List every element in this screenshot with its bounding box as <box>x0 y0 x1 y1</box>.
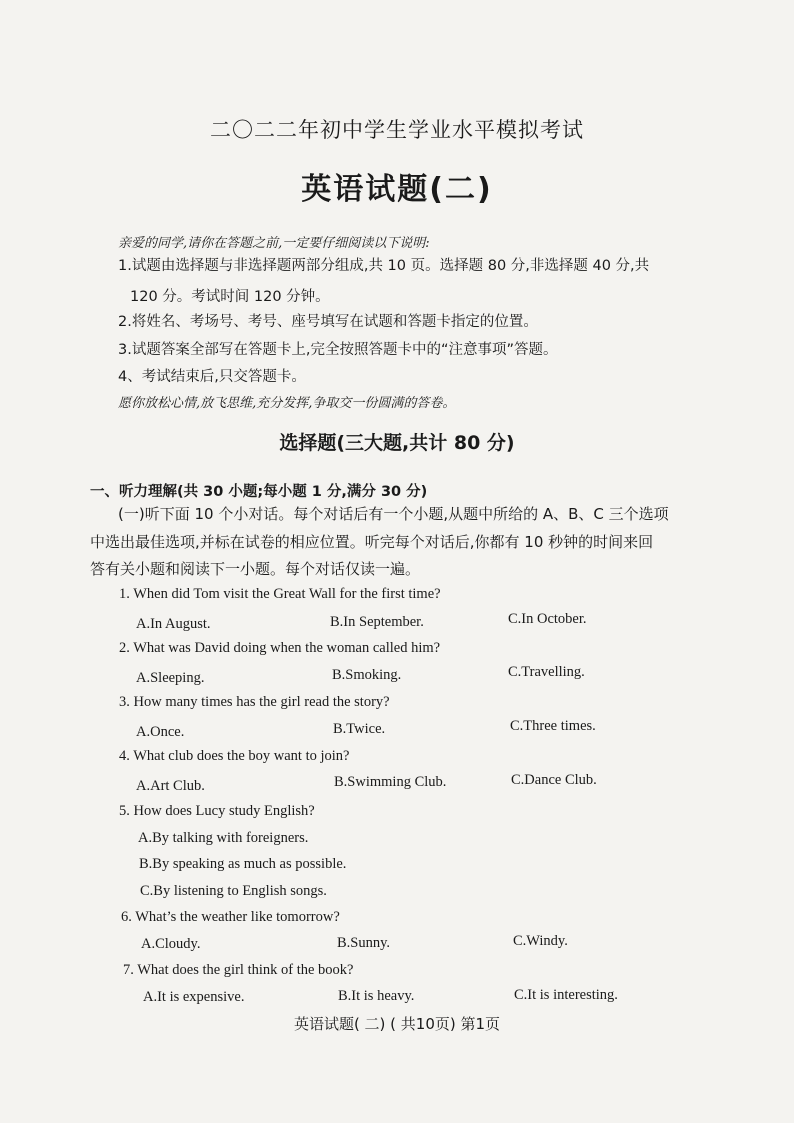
question-6: 6. What’s the weather like tomorrow? <box>121 909 340 925</box>
directions-line-1: (一)听下面 10 个小对话。每个对话后有一个小题,从题中所给的 A、B、C 三个选项 <box>118 505 669 523</box>
instructions-closing: 愿你放松心情,放飞思维,充分发挥,争取交一份圆满的答卷。 <box>118 396 456 411</box>
q1-option-a: A.In August. <box>136 616 211 632</box>
question-2: 2. What was David doing when the woman called him? <box>119 640 441 656</box>
q4-option-a: A.Art Club. <box>136 778 205 794</box>
q3-option-a: A.Once. <box>136 724 185 740</box>
q6-option-a: A.Cloudy. <box>141 936 201 952</box>
q5-option-a: A.By talking with foreigners. <box>138 830 309 846</box>
q2-option-a: A.Sleeping. <box>136 670 205 686</box>
q4-option-b: B.Swimming Club. <box>334 774 447 790</box>
q7-option-a: A.It is expensive. <box>143 989 245 1005</box>
question-1: 1. When did Tom visit the Great Wall for the first time? <box>119 586 441 602</box>
instructions-greeting: 亲爱的同学,请你在答题之前,一定要仔细阅读以下说明: <box>118 236 430 251</box>
q2-option-c: C.Travelling. <box>508 664 585 680</box>
exam-title: 二〇二二年初中学生学业水平模拟考试 <box>210 118 584 142</box>
instruction-item-2: 2.将姓名、考场号、考号、座号填写在试题和答题卡指定的位置。 <box>118 314 538 330</box>
q7-option-c: C.It is interesting. <box>514 987 618 1003</box>
q2-option-b: B.Smoking. <box>332 667 402 683</box>
q4-option-c: C.Dance Club. <box>511 772 597 788</box>
q1-option-c: C.In October. <box>508 611 587 627</box>
q5-option-c: C.By listening to English songs. <box>140 883 327 899</box>
q6-option-c: C.Windy. <box>513 933 568 949</box>
section-title: 选择题(三大题,共计 80 分) <box>279 432 515 454</box>
directions-line-2: 中选出最佳选项,并标在试卷的相应位置。听完每个对话后,你都有 10 秒钟的时间来回 <box>90 533 654 551</box>
question-5: 5. How does Lucy study English? <box>119 803 315 819</box>
part-title: 一、听力理解(共 30 小题;每小题 1 分,满分 30 分) <box>90 484 428 500</box>
question-3: 3. How many times has the girl read the story? <box>119 694 390 710</box>
q3-option-c: C.Three times. <box>510 718 596 734</box>
question-4: 4. What club does the boy want to join? <box>119 748 350 764</box>
q5-option-b: B.By speaking as much as possible. <box>139 856 347 872</box>
q6-option-b: B.Sunny. <box>337 935 391 951</box>
q7-option-b: B.It is heavy. <box>338 988 415 1004</box>
instruction-item-1: 1.试题由选择题与非选择题两部分组成,共 10 页。选择题 80 分,非选择题 40 分,共 <box>118 258 650 274</box>
instruction-item-3: 3.试题答案全部写在答题卡上,完全按照答题卡中的“注意事项”答题。 <box>118 342 558 358</box>
instruction-item-4: 4、考试结束后,只交答题卡。 <box>118 369 306 385</box>
instruction-item-1-cont: 120 分。考试时间 120 分钟。 <box>130 289 330 305</box>
q3-option-b: B.Twice. <box>333 721 386 737</box>
question-7: 7. What does the girl think of the book? <box>123 962 354 978</box>
page-footer: 英语试题( 二) ( 共10页) 第1页 <box>293 1015 501 1033</box>
directions-line-3: 答有关小题和阅读下一小题。每个对话仅读一遍。 <box>90 560 421 578</box>
subject-title: 英语试题(二) <box>301 172 493 207</box>
q1-option-b: B.In September. <box>330 614 424 630</box>
